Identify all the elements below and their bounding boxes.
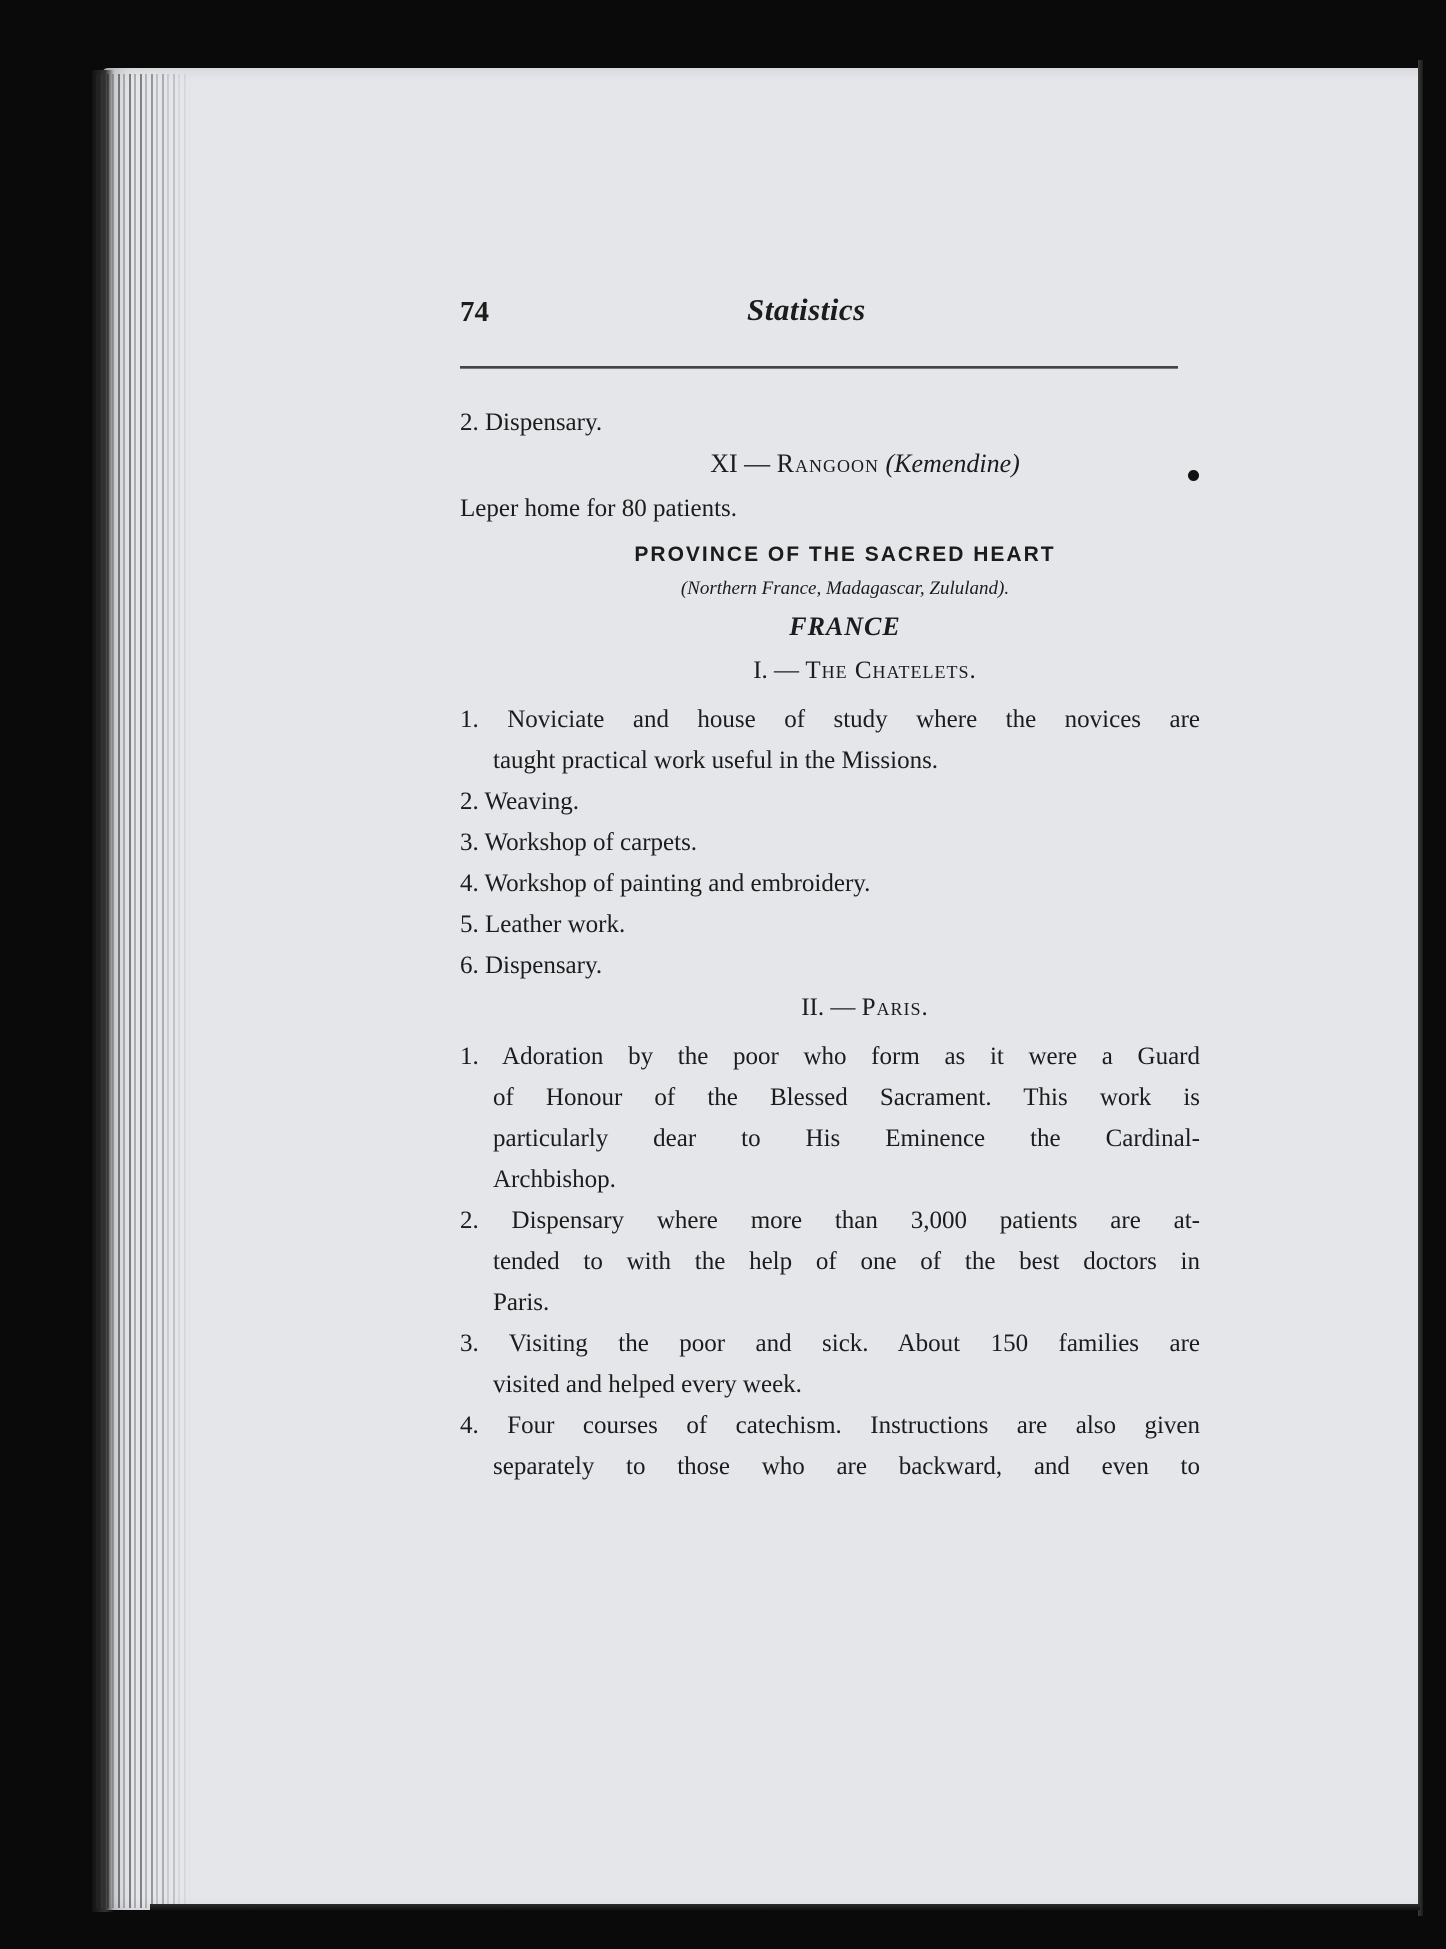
section-xi-subplace: (Kemendine) (885, 449, 1020, 478)
list-item-line: 3. Visiting the poor and sick. About 150 families are (460, 1330, 1200, 1357)
list-item-line: 2. Dispensary where more than 3,000 patients are at- (460, 1207, 1200, 1234)
list-item (460, 904, 1200, 945)
page-header (460, 290, 1200, 340)
section-ii-list (460, 1036, 1200, 1487)
list-item (460, 1036, 1200, 1200)
list-item-line: 3. Workshop of carpets. (460, 829, 698, 856)
section-xi-number: XI — (710, 449, 777, 478)
list-item-line: separately to those who are backward, and even to (493, 1453, 1200, 1480)
list-item-line: 4. Four courses of catechism. Instructions are also given (460, 1412, 1200, 1439)
section-xi-text: Leper home for 80 patients. (460, 495, 737, 522)
list-item (460, 1323, 1200, 1405)
list-item (460, 945, 1200, 986)
list-item (460, 699, 1200, 781)
section-i-place: The Chatelets. (805, 657, 977, 684)
section-xi-place: Rangoon (776, 449, 879, 478)
list-item-line: 1. Noviciate and house of study where the novices are (460, 706, 1200, 733)
list-item (460, 1200, 1200, 1323)
book-spine-texture (96, 74, 192, 1908)
list-item-line: Archbishop. (493, 1166, 616, 1193)
list-item (460, 822, 1200, 863)
list-item (460, 1405, 1200, 1487)
page-content (460, 290, 1200, 1480)
province-subtitle: (Northern France, Madagascar, Zululand). (680, 578, 1010, 599)
running-head: Statistics (747, 292, 866, 327)
list-item-line: visited and helped every week. (493, 1371, 802, 1398)
list-item-line: 2. Weaving. (460, 788, 580, 815)
list-item-line: particularly dear to His Eminence the Cardinal- (493, 1125, 1200, 1152)
list-item-line: tended to with the help of one of the best doctors in (493, 1248, 1200, 1275)
section-i-list (460, 699, 1200, 986)
section-ii-place: Paris. (861, 994, 929, 1021)
prev-list-item: 2. Dispensary. (460, 409, 603, 436)
section-xi-heading (460, 443, 1200, 484)
section-ii-number: II. — (801, 994, 862, 1021)
list-item-line: of Honour of the Blessed Sacrament. This work is (493, 1084, 1200, 1111)
page-body (460, 402, 1200, 1487)
section-i-heading (460, 649, 1200, 693)
province-title: PROVINCE OF THE SACRED HEART (634, 543, 1056, 566)
page-number: 74 (460, 296, 489, 328)
country-heading: FRANCE (789, 612, 901, 641)
list-item-line: taught practical work useful in the Missions. (493, 747, 939, 774)
page-right-edge (1418, 60, 1423, 1916)
list-item (460, 863, 1200, 904)
section-ii-heading (460, 986, 1200, 1030)
header-rule (460, 366, 1178, 369)
list-item-line: 6. Dispensary. (460, 952, 603, 979)
list-item-line: 5. Leather work. (460, 911, 626, 938)
list-item-line: Paris. (493, 1289, 550, 1316)
list-item-line: 4. Workshop of painting and embroidery. (460, 870, 871, 897)
list-item (460, 781, 1200, 822)
list-item-line: 1. Adoration by the poor who form as it were a Guard (460, 1043, 1200, 1070)
page-bottom-edge (150, 1904, 1420, 1910)
section-i-number: I. — (753, 657, 806, 684)
